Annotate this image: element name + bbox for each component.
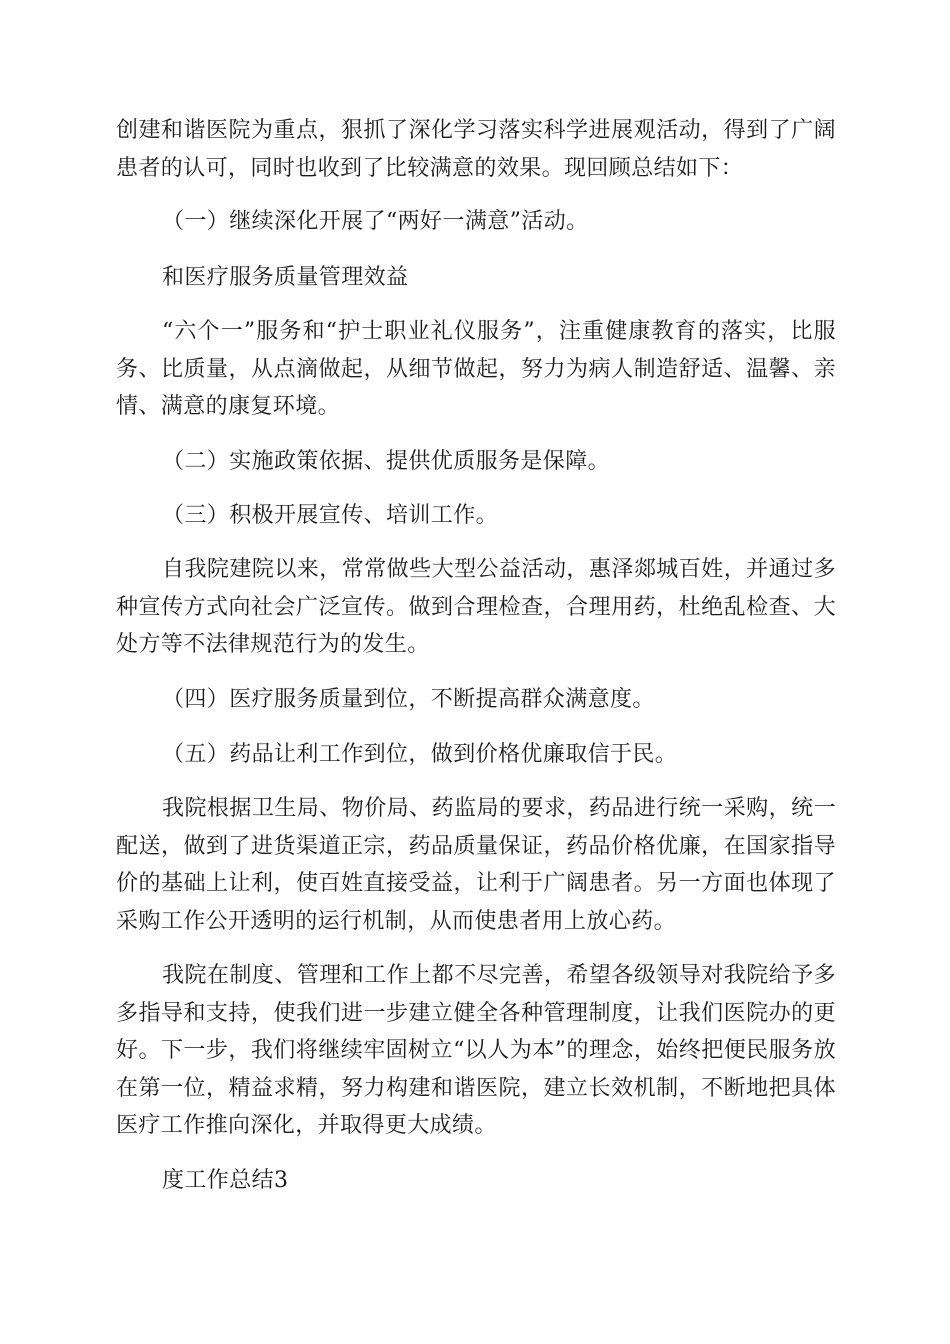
paragraph-intro-continuation: 创建和谐医院为重点，狠抓了深化学习落实科学进展观活动，得到了广阔患者的认可，同时也收到了比较满意的效果。现回顾总结如下： (116, 118, 836, 181)
section-heading-1: （一）继续深化开展了“两好一满意”活动。 (162, 209, 589, 234)
section-heading-5: （五）药品让利工作到位，做到价格优廉取信于民。 (162, 742, 678, 767)
paragraph-subheading: 和医疗服务质量管理效益 (162, 265, 409, 290)
paragraph-drug-procurement: 我院根据卫生局、物价局、药监局的要求，药品进行统一采购，统一配送，做到了进货渠道正宗，药品质量保证，药品价格优廉，在国家指导价的基础上让利，使百姓直接受益，让利于广阔患者。另一方面也体现了采购工作公开透明的运行机制，从而使患者用上放心药。 (116, 796, 836, 934)
paragraph-conclusion: 我院在制度、管理和工作上都不尽完善，希望各级领导对我院给予多多指导和支持，使我们进一步建立健全各种管理制度，让我们医院办的更好。下一步，我们将继续牢固树立“以人为本”的理念，始终把便民服务放在第一位，精益求精，努力构建和谐医院，建立长效机制，不断地把具体医疗工作推向深化，并取得更大成绩。 (116, 963, 836, 1138)
paragraph-next-title: 度工作总结3 (162, 1168, 289, 1193)
section-heading-3: （三）积极开展宣传、培训工作。 (162, 503, 499, 528)
paragraph-publicity: 自我院建院以来，常常做些大型公益活动，惠泽郯城百姓，并通过多种宣传方式向社会广泛宣传。做到合理检查，合理用药，杜绝乱检查、大处方等不法律规范行为的发生。 (116, 557, 836, 657)
section-heading-2: （二）实施政策依据、提供优质服务是保障。 (162, 449, 611, 474)
section-heading-4: （四）医疗服务质量到位，不断提高群众满意度。 (162, 687, 655, 712)
paragraph-service: “六个一”服务和“护士职业礼仪服务”，注重健康教育的落实，比服务、比质量，从点滴做起，从细节做起，努力为病人制造舒适、温馨、亲情、满意的康复环境。 (116, 319, 836, 419)
